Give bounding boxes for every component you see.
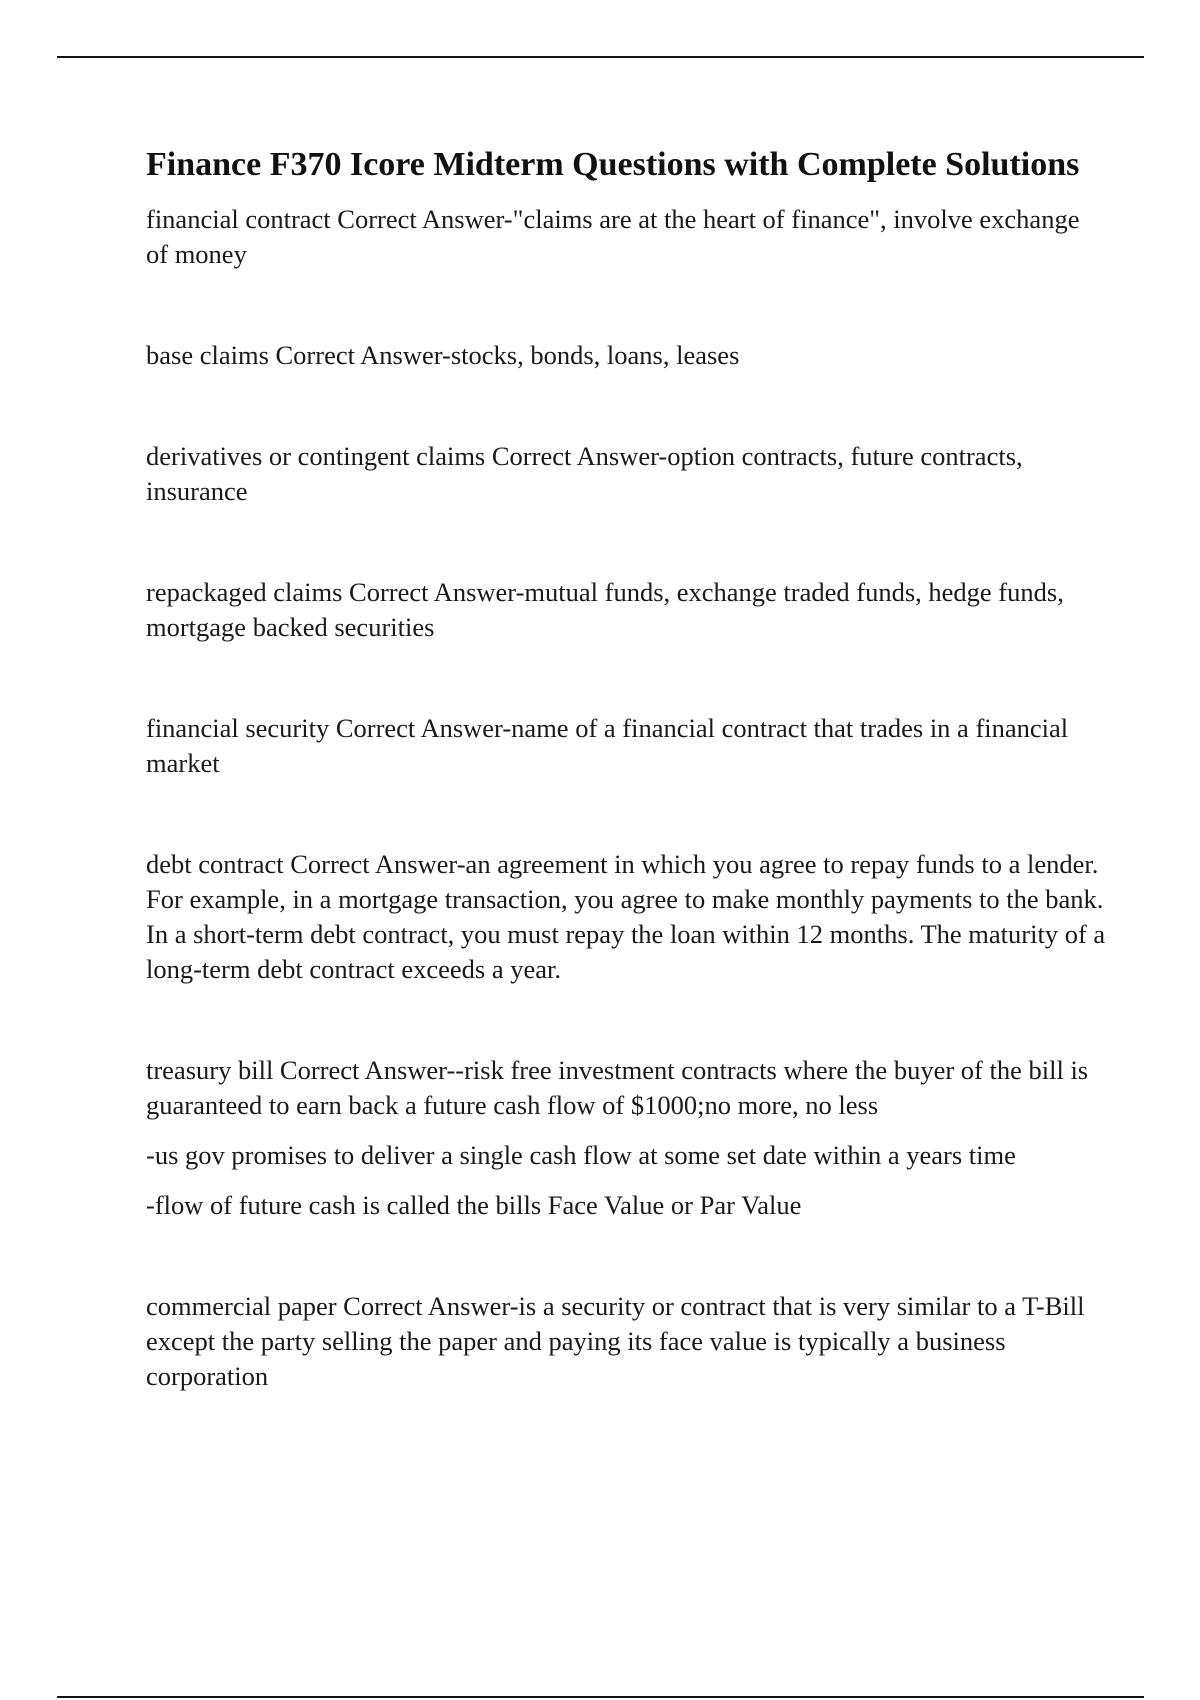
qa-text: commercial paper Correct Answer-is a security or contract that is very similar to a T-Bill except the party selling the paper and paying its face value is typically a business corporation [146,1291,1085,1391]
qa-text: repackaged claims Correct Answer-mutual funds, exchange traded funds, hedge funds, mortgage backed securities [146,577,1064,642]
qa-entry-financial-security [146,711,1106,781]
bottom-rule [57,1696,1144,1698]
qa-entry-derivatives [146,439,1106,509]
qa-text: debt contract Correct Answer-an agreement in which you agree to repay funds to a lender. For example, in a mortgage transaction, you agree to make monthly payments to the bank. In a short-term debt contract, you must repay the loan within 12 months. The maturity of a long-term debt contract exceeds a year. [146,849,1106,984]
qa-entry-treasury-bill [146,1053,1106,1223]
document-title: Finance F370 Icore Midterm Questions with Complete Solutions [146,146,1080,183]
qa-text: base claims Correct Answer-stocks, bonds, loans, leases [146,340,740,370]
qa-entry-repackaged-claims [146,575,1106,645]
top-rule [57,56,1144,58]
qa-entry-commercial-paper [146,1289,1106,1394]
qa-text: financial contract Correct Answer-"claims are at the heart of finance", involve exchange of money [146,204,1080,269]
qa-entry-base-claims [146,338,1106,373]
qa-text-bullet: -flow of future cash is called the bills Face Value or Par Value [146,1190,802,1220]
document-body [146,142,1106,1394]
qa-entry-financial-contract [146,202,1106,272]
qa-entry-debt-contract [146,847,1106,987]
qa-text: derivatives or contingent claims Correct Answer-option contracts, future contracts, insurance [146,441,1023,506]
qa-text: treasury bill Correct Answer--risk free investment contracts where the buyer of the bill is guaranteed to earn back a future cash flow of $1000;no more, no less [146,1055,1089,1120]
qa-text-bullet: -us gov promises to deliver a single cash flow at some set date within a years time [146,1140,1016,1170]
qa-text: financial security Correct Answer-name of a financial contract that trades in a financial market [146,713,1069,778]
